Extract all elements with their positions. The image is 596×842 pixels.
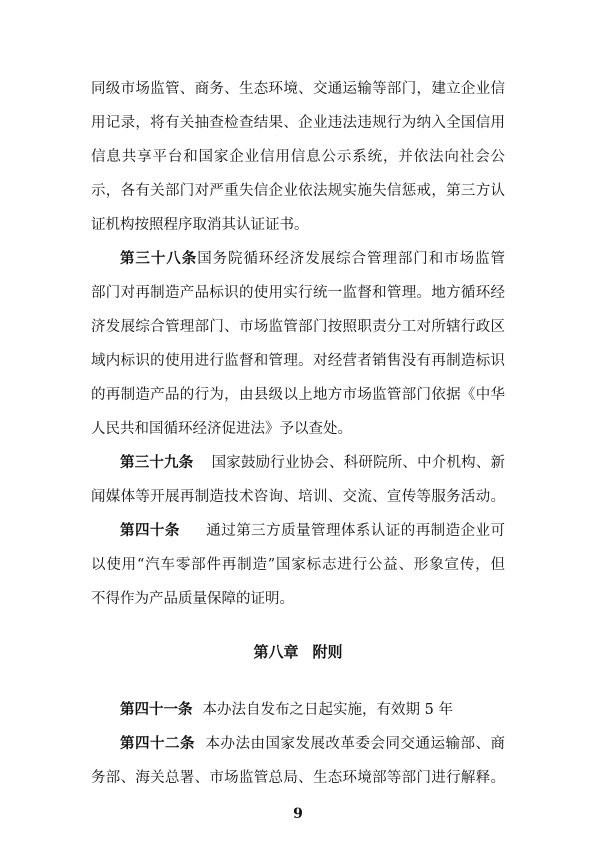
article-42-heading: 第四十二条 [120, 736, 195, 752]
article-40-line: 以使用“汽车零部件再制造”国家标志进行公益、形象宣传，但 [91, 557, 505, 573]
article-39-heading: 第三十九条 [120, 455, 194, 471]
article-41-text: 本办法自发布之日起实施，有效期 5 年 [202, 702, 453, 718]
article-39-first-line [120, 453, 505, 473]
article-41-first-line [120, 700, 505, 720]
article-40-heading: 第四十条 [120, 523, 180, 539]
article-38-first-line [120, 249, 505, 269]
article-40-first-line [120, 521, 505, 541]
paragraph-line: 信息共享平台和国家企业信用信息公示系统，并依法向社会公 [91, 149, 505, 165]
paragraph-line: 用记录，将有关抽查检查结果、企业违法违规行为纳入全国信用 [91, 115, 505, 131]
chapter-number: 第八章 [253, 643, 299, 661]
article-38-line: 的再制造产品的行为，由县级以上地方市场监管部门依据《中华 [91, 387, 505, 403]
paragraph-line: 证机构按照程序取消其认证证书。 [91, 217, 309, 233]
article-38-line: 济发展综合管理部门、市场监管部门按照职责分工对所辖行政区 [91, 319, 505, 335]
article-40-text: 通过第三方质量管理体系认证的再制造企业可 [205, 523, 506, 539]
chapter-heading [0, 642, 596, 662]
chapter-title: 附则 [312, 643, 343, 661]
paragraph-line: 同级市场监管、商务、生态环境、交通运输等部门，建立企业信 [91, 81, 505, 97]
article-38-heading: 第三十八条 [120, 251, 198, 267]
article-42-text: 本办法由国家发展改革委会同交通运输部、商 [205, 736, 505, 752]
paragraph-line: 示，各有关部门对严重失信企业依法规实施失信惩戒，第三方认 [91, 183, 505, 199]
article-38-line: 人民共和国循环经济促进法》予以查处。 [91, 421, 352, 437]
article-40-line: 不得作为产品质量保障的证明。 [91, 591, 294, 607]
article-41-heading: 第四十一条 [120, 702, 193, 718]
article-38-line: 域内标识的使用进行监督和管理。对经营者销售没有再制造标识 [91, 353, 505, 369]
article-42-line: 务部、海关总署、市场监管总局、生态环境部等部门进行解释。 [91, 770, 505, 786]
article-38-line: 部门对再制造产品标识的使用实行统一监督和管理。地方循环经 [91, 285, 505, 301]
page-number: 9 [293, 806, 303, 822]
article-42-first-line [120, 734, 505, 754]
article-38-text: 国务院循环经济发展综合管理部门和市场监管 [197, 251, 505, 267]
article-39-text: 国家鼓励行业协会、科研院所、中介机构、新 [211, 455, 506, 471]
article-39-line: 闻媒体等开展再制造技术咨询、培训、交流、宣传等服务活动。 [91, 489, 505, 505]
